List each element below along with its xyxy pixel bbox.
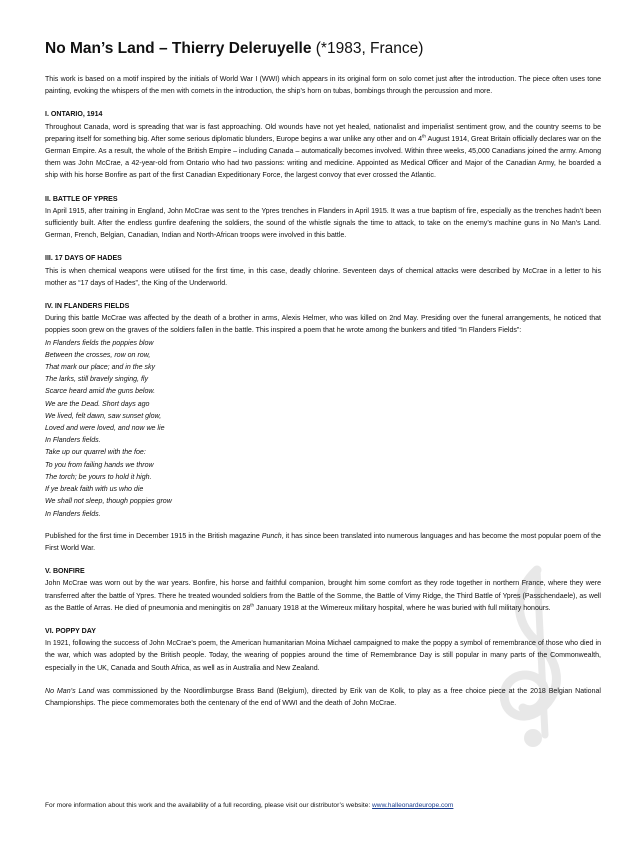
poem-line: In Flanders fields the poppies blow (45, 339, 154, 347)
section-heading: I. ONTARIO, 1914 (45, 111, 103, 119)
section-flanders (45, 301, 601, 555)
section-text: In 1921, following the success of John McCrae’s poem, the American humanitarian Moina Michael campaigned to make the poppy a symbol of remembrance of those who died in the war, which was adopted by the British people. Today, the wearing of poppies around the time of Remembrance Day is still popular in many parts of the Commonwealth, especially in the UK, Canada and South Africa, as well as in Australia and New Zealand. (45, 640, 601, 672)
footer (45, 802, 605, 809)
closing-paragraph: No Man’s Land was commissioned by the Noordlimburgse Brass Band (Belgium), directed by Erik van de Kolk, to play as a free choice piece at the 2018 Belgian National Championships. The piece commemorates both the centenary of the end of WWI and the death of John McCrae. (45, 687, 601, 707)
page-title: No Man’s Land – Thierry Deleruyelle (*1983, France) (45, 40, 424, 57)
poem-line: Between the crosses, row on row, (45, 351, 151, 359)
section-poppy-day (45, 626, 601, 675)
poem-line: The larks, still bravely singing, fly (45, 376, 148, 384)
poem-line: If ye break faith with us who die (45, 486, 144, 494)
section-text: This is when chemical weapons were utilised for the first time, in this case, deadly chlorine. Seventeen days of chemical attacks were described by McCrae in a letter to his mother as “17 days of Hades”, the King of the Underworld. (45, 267, 601, 287)
poem-line: In Flanders fields. (45, 510, 101, 518)
poem-line: To you from failing hands we throw (45, 461, 154, 469)
section-ypres (45, 194, 601, 243)
section-ontario (45, 109, 601, 182)
poem (45, 338, 601, 521)
poem-line: We are the Dead. Short days ago (45, 400, 150, 408)
poem-line: Scarce heard amid the guns below. (45, 388, 156, 396)
section-text: John McCrae was worn out by the war years. Bonfire, his horse and faithful companion, brought him some comfort as they rode together in northern France, where they were transferred after the battle of Ypres. There he treated wounded soldiers from the Battle of the Somme, the Battle of Vimy Ridge, the Third Battle of Ypres (Passchendaele), as well as the Battle of Arras. He died of pneumonia and meningitis on 28th January 1918 at the Wimereux military hospital, where he was buried with full military honours. (45, 580, 601, 612)
section-text: In April 1915, after training in England, John McCrae was sent to the Ypres trenches in Flanders in April 1915. It was a true baptism of fire, especially as the trenches hadn’t been sufficiently built. After the endless gunfire deafening the soldiers, the sound of the whistle signals the time to attack, to take on the enemy’s machine guns in No Man’s Land. German, French, Belgian, Canadian, Indian and North-African troops were involved in this battle. (45, 207, 601, 240)
section-heading: VI. POPPY DAY (45, 627, 96, 635)
section-hades (45, 253, 601, 290)
section-text: Throughout Canada, word is spreading that war is fast approaching. Old wounds have not yet healed, nationalist and imperialist sentiment grow, and the country seems to be preparing itself for something big. After some serious diplomatic blunders, Europe begins a war unlike any other and on 4th August 1914, Great Britain officially declares war on the German Empire. As a result, the whole of the British Empire – including Canada – automatically becomes involved. Within three weeks, 45,000 Canadians joined the army. Among them was John McCrae, a 42-year-old from Ontario who had two passions: writing and medicine. Appointed as Medical Officer and Major of the Canadian Army, he boarded a ship with his horse Bonfire as part of the first Canadian Expeditionary Force, the largest convoy that ever crossed the Atlantic. (45, 123, 601, 180)
poem-line: Loved and were loved, and now we lie (45, 425, 165, 433)
poem-line: Take up our quarrel with the foe: (45, 449, 146, 457)
title-subtitle: (*1983, France) (315, 40, 424, 57)
poem-line: The torch; be yours to hold it high. (45, 473, 152, 481)
poem-line: That mark our place; and in the sky (45, 364, 156, 372)
poem-line: We shall not sleep, though poppies grow (45, 498, 172, 506)
poem-line: We lived, felt dawn, saw sunset glow, (45, 412, 162, 420)
distributor-link[interactable]: www.halleonardeurope.com (372, 802, 454, 809)
poem-line: In Flanders fields. (45, 437, 101, 445)
section-heading: II. BATTLE OF YPRES (45, 195, 118, 203)
intro-paragraph: This work is based on a motif inspired by the initials of World War I (WWI) which appears in its original form on solo cornet just after the introduction. The piece often uses tone painting, evoking the whispers of the men with cornets in the introduction, the ship’s horn on tubas, bombings through the percussion and more. (45, 76, 601, 96)
document-page (45, 40, 601, 710)
section-heading: IV. IN FLANDERS FIELDS (45, 303, 130, 311)
footer-text: For more information about this work and the availability of a full recording, please visit our distributor’s website: (45, 802, 373, 809)
section-heading: III. 17 DAYS OF HADES (45, 255, 122, 263)
section-text: Published for the first time in December 1915 in the British magazine Punch, it has since been translated into numerous languages and has become the most popular poem of the First World War. (45, 532, 601, 552)
section-bonfire (45, 566, 601, 615)
section-text: During this battle McCrae was affected by the death of a brother in arms, Alexis Helmer, who was killed on 2nd May. Presiding over the funeral arrangements, he noticed that poppies soon grew on the graves of the soldiers fallen in the battle. This inspired a poem that he wrote among the bunkers and titled “In Flanders Fields”: (45, 315, 601, 335)
section-heading: V. BONFIRE (45, 568, 85, 576)
